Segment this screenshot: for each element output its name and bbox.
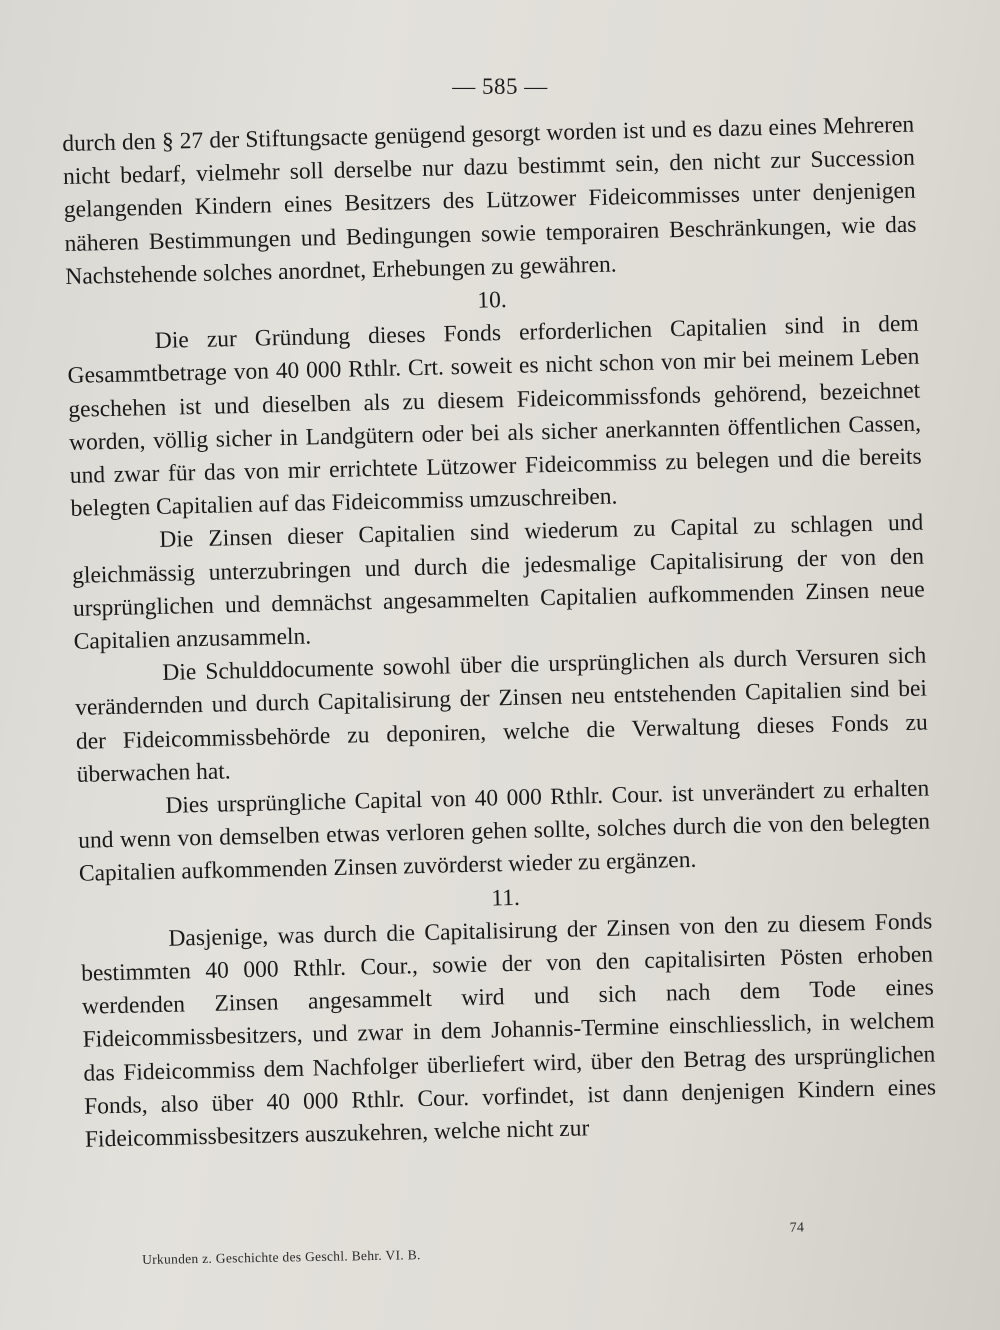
section-heading-10: 10. [477, 286, 507, 314]
section-heading-11: 11. [491, 884, 521, 912]
paragraph: Dies ursprüngliche Capital von 40 000 Rthlr. Cour. ist unverändert zu erhalten und wenn von demselben etwas verloren gehen sollte, solches durch die von den belegten Capitalien aufkommenden Zinsen zuvörderst wieder zu ergänzen. [77, 775, 931, 888]
paragraph: Die Zinsen dieser Capitalien sind wiederum zu Capital zu schlagen und gleichmässig unterzubringen und durch die jedesmalige Capitalisirung der von den ursprünglichen und demnächst angesammelten Capitalien aufkommenden Zinsen neue Capitalien anzusammeln. [71, 510, 925, 655]
source-line: Urkunden z. Geschichte des Geschl. Behr. VI. B. [142, 1247, 421, 1267]
paragraph: Dasjenige, was durch die Capitalisirung der Zinsen von den zu diesem Fonds bestimmten 40 000 Rthlr. Cour., sowie der von den capitalisirten Pösten erhoben werdenden Zinsen angesammelt wird und sich nach dem Tode eines Fideicommissbesitzers, und zwar in dem Johannis-Termine einschliesslich, in welchem das Fideicommiss dem Nachfolger überliefert wird, über den Betrag des ursprünglichen Fonds, also über 40 000 Rthlr. Cour. vorfindet, ist dann denjenigen Kindern eines Fideicommissbesitzers auszukehren, welche nicht zur [80, 908, 937, 1153]
paragraph-continuation: durch den § 27 der Stiftungsacte genügend gesorgt worden ist und es dazu eines Mehreren nicht bedarf, vielmehr soll derselbe nur dazu bestimmt sein, den nicht zur Succession gelangenden Kindern eines Besitzers des Lützower Fideicommisses unter denjenigen näheren Bestimmungen und Bedingungen sowie temporairen Beschränkungen, wie das Nachstehende solches anordnet, Erhebungen zu gewähren. [62, 111, 917, 290]
page-body [62, 109, 937, 1157]
paragraph: Die Schulddocumente sowohl über die ursprünglichen als durch Versuren sich verändernden und durch Capitalisirung der Zinsen neu entstehenden Capitalien sind bei der Fideicommissbehörde zu deponiren, welche die Verwaltung dieses Fonds zu überwachen hat. [74, 642, 928, 788]
signature-mark: 74 [789, 1220, 805, 1236]
page-footer [142, 1220, 842, 1268]
paragraph: Die zur Gründung dieses Fonds erforderlichen Capitalien sind in dem Gesammtbetrage von 40 000 Rthlr. Crt. soweit es nicht schon von mir bei meinem Leben geschehen ist und dieselben als zu diesem Fideicommissfonds gehörend, bezeichnet worden, völlig sicher in Landgütern oder bei als sicher anerkannten öffentlichen Cassen, und zwar für das von mir errichtete Lützower Fideicommiss zu belegen und die bereits belegten Capitalien auf das Fideicommiss umzuschreiben. [67, 310, 922, 523]
page-number: — 585 — [452, 74, 548, 99]
